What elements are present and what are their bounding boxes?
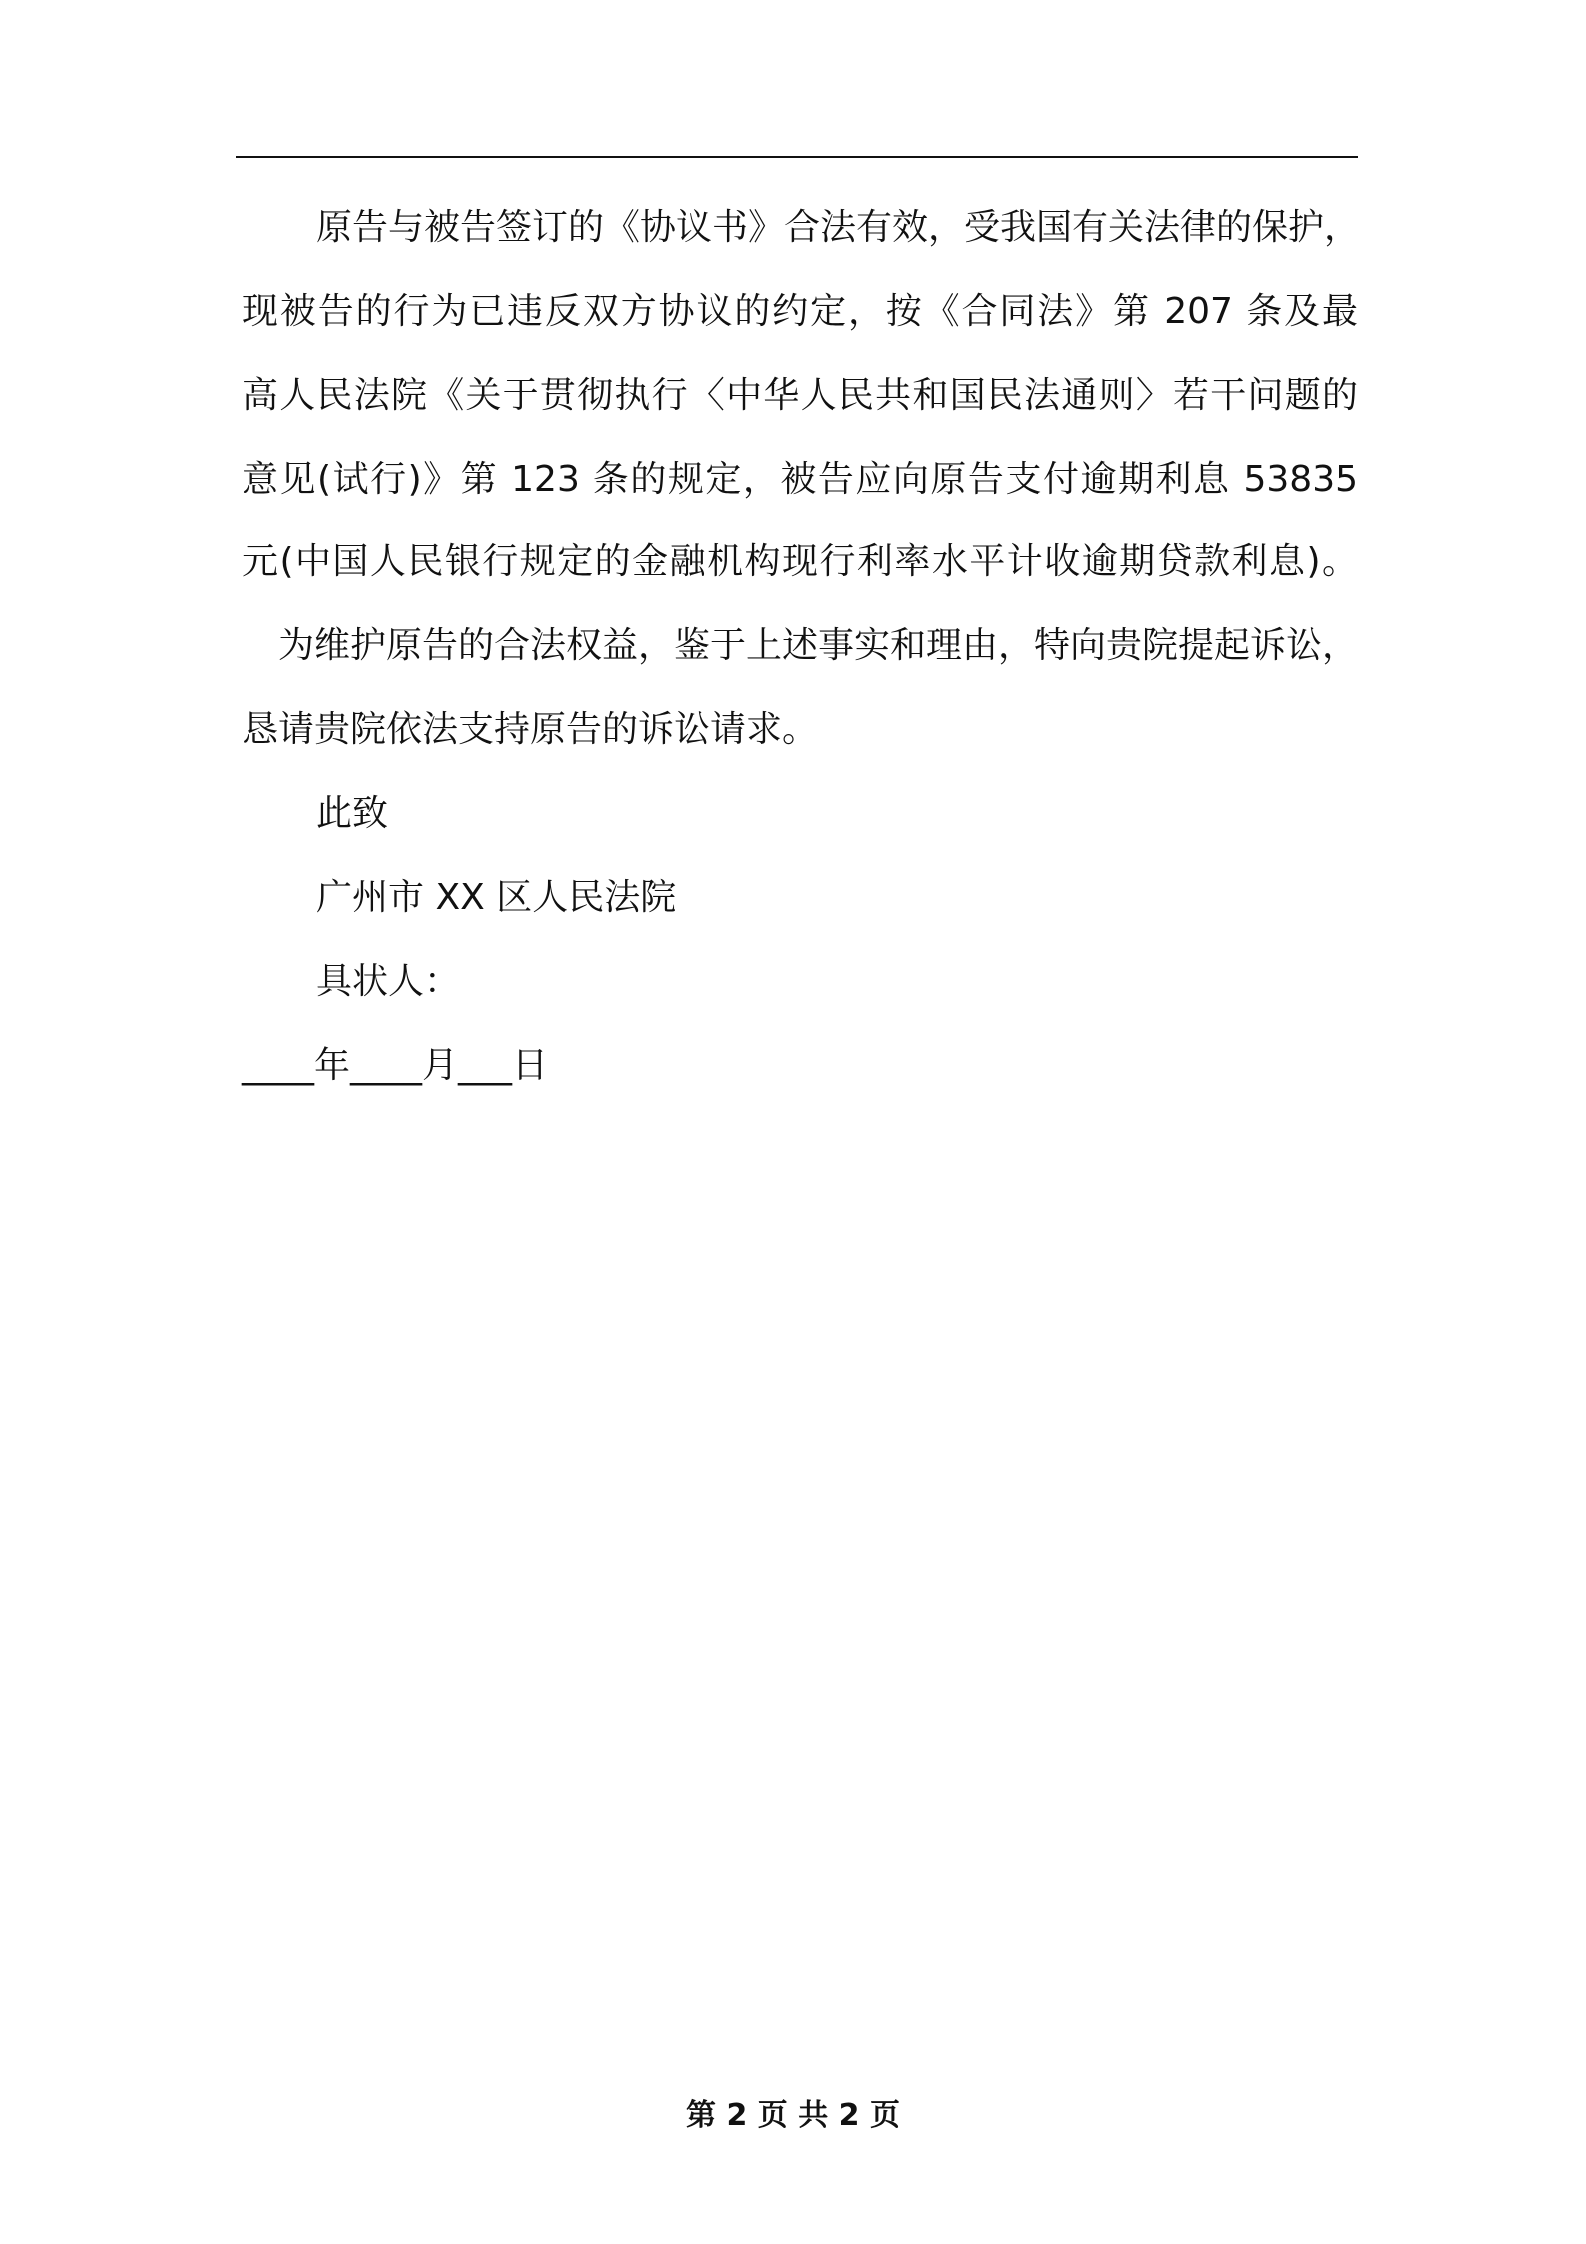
paragraph1-line1: 原告与被告签订的《协议书》合法有效，受我国有关法律的保护， [316,207,1361,248]
paragraph1-line3: 高人民法院《关于贯彻执行〈中华人民共和国民法通则〉若干问题的 [242,375,1358,416]
salutation: 此致 [316,793,389,834]
paragraph1-line5: 元(中国人民银行规定的金融机构现行利率水平计收逾期贷款利息)。 [242,541,1358,582]
plaintiff-label: 具状人： [316,961,461,1002]
court-name: 广州市 XX 区人民法院 [316,877,677,918]
date-line: ____年____月___日 [242,1045,549,1086]
page-number-footer: 第 2 页 共 2 页 [686,2098,900,2133]
paragraph1-line2: 现被告的行为已违反双方协议的约定，按《合同法》第 207 条及最 [242,291,1358,332]
paragraph2-line2: 恳请贵院依法支持原告的诉讼请求。 [242,709,819,750]
header-rule [236,156,1358,158]
paragraph2-line1: 为维护原告的合法权益，鉴于上述事实和理由，特向贵院提起诉讼， [278,625,1359,666]
paragraph1-line4: 意见(试行)》第 123 条的规定，被告应向原告支付逾期利息 53835 [242,459,1358,500]
